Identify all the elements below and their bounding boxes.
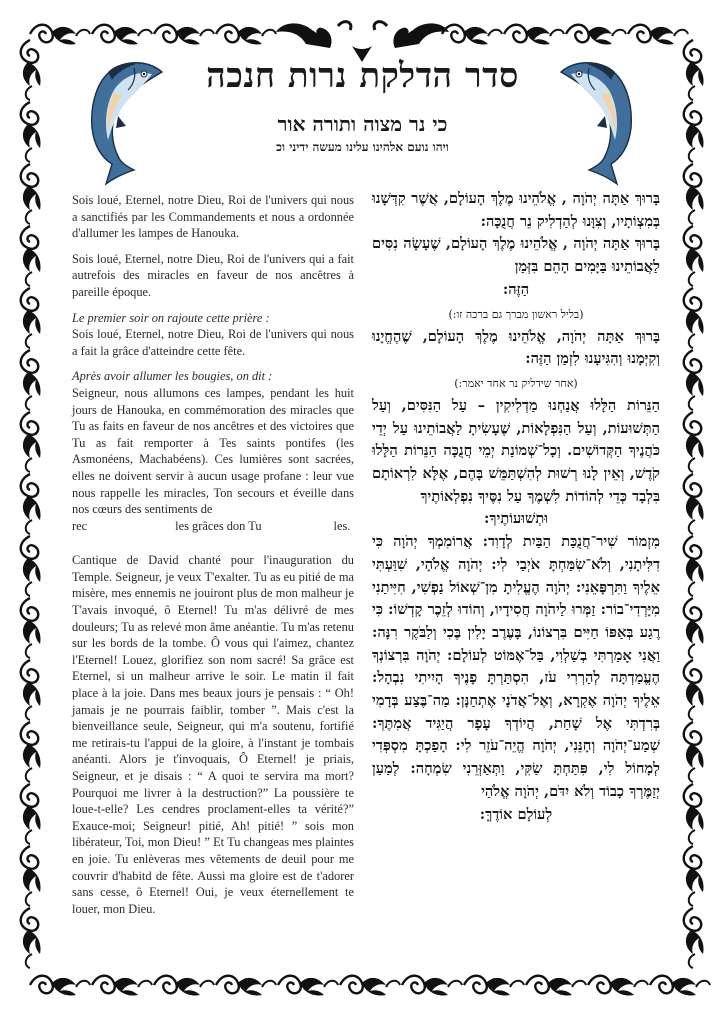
hebrew-blessing-3: בָּרוּךְ אַתָּה יְהֹוָה, אֱלֹהֵינוּ מֶלֶךְ הָעוֹלָם, שֶׁהֶחֱיָנוּ וְקִיְּמָנוּ וְהִגִּיעָנוּ לִזְמַן הַזֶּה: [372,327,660,368]
border-right [684,40,704,968]
french-blessing-1: Sois loué, Eternel, notre Dieu, Roi de l'univers qui nous a sanctifiés par les Commandements et nous a ordonnée d'allumer les lampes de Hanouka. [72,193,354,241]
hebrew-blessing-2: בָּרוּךְ אַתָּה יְהֹוָה , אֱלֹהֵינוּ מֶלֶךְ הָעוֹלָם, שֶׁעָשָׂה נִסִּים לַאֲבוֹתֵינוּ בַּיָּמִים הָהֵם בִּזְּמַן [372,235,660,276]
french-blessing-3-block [72,310,354,360]
french-blessing-3: Sois loué, Eternel, notre Dieu, Roi de l'univers qui nous a fait la grâce d'atteindre cette fête. [72,327,354,358]
french-instruction-after-lighting: Après avoir allumer les bougies, on dit : [72,369,273,384]
hebrew-blessing-1: בָּרוּךְ אַתָּה יְהֹוָה , אֱלֹהֵינוּ מֶלֶךְ הָעוֹלָם, אֲשֶׁר קִדְּשָׁנוּ בְּמִצְוֹתָיו, וְצִוָּנוּ לְהַדְלִיק נֵר חֲנֻכָּה: [372,190,660,230]
border-bottom [30,976,710,996]
hebrew-instruction-first-night: (בליל ראשון מברך גם ברכה זו:) [448,307,584,321]
hebrew-column [372,188,660,826]
hebrew-instruction-after-lighting: (אחר שידליק נר אחד יאמר:) [454,376,578,390]
page-title: סדר הדלקת נרות חנכה [206,56,519,96]
french-instruction-first-night: Le premier soir on rajoute cette prière : [72,310,270,325]
border-top [30,25,688,45]
border-left [21,40,41,968]
french-column [72,192,354,926]
french-blessing-2: Sois loué, Eternel, notre Dieu, Roi de l'univers qui a fait autrefois des miracles en faveur de nos ancêtres à pareille époque. [72,251,354,299]
hebrew-hanerot: הַנֵּרוֹת הַלָּלוּ אֲנַחְנוּ מַדְלִיקִין – עַל הַנִּסִּים, וְעַל הַתְּשׁוּעוֹת, וְעַל הַנִּפְלָאוֹת, שֶׁעָשִׂיתָ לַאֲבוֹתֵינוּ עַל יְדֵי כֹּהֲנֶיךָ הַקְּדוֹשִׁים. וְכָל־שְׁמוֹנַת יְמֵי חֲנֻכָּה הַנֵּרוֹת הַלָּלוּ קֹדֶשׁ, וְאֵין לָנוּ רְשׁוּת לְהִשְׁתַּמֵּשׁ בָּהֶם, אֶלָּא לִרְאוֹתָם בִּלְבָד כְּדֵי לְהוֹדוֹת לִשְׁמֶךָ עַל נִסֶּיךָ נִפְלְאוֹתֶיךָ [372,396,660,505]
page-tagline: ויהו נועם אלהינו עלינו מעשה ידיני וכ [276,140,449,154]
hebrew-psalm-30: מִזְמוֹר שִׁיר־חֲנֻכַּת הַבַּיִת לְדָוִד: אֲרוֹמִמְךָ יְהֹוָה כִּי דִלִּיתָנִי, וְלֹא־שִׂמַּחְתָּ אֹיְבַי לִי: יְהֹוָה אֱלֹהָי, שִׁוַּעְתִּי אֵלֶיךָ וַתִּרְפָּאֵנִי: יְהֹוָה הֶעֱלִיתָ מִן־שְׁאוֹל נַפְשִׁי, חִיִּיתַנִי מִיָּרְדִי־בוֹר: זַמְּרוּ לַיהֹוָה חֲסִידָיו, וְהוֹדוּ לְזֵכֶר קָדְשׁוֹ: כִּי רֶגַע בְּאַפּוֹ חַיִּים בִּרְצוֹנוֹ, בָּעֶרֶב יָלִין בֶּכִי וְלַבֹּקֶר רִנָּה: וַאֲנִי אָמַרְתִּי בְשַׁלְוִי, בַּל־אֶמּוֹט לְעוֹלָם: יְהֹוָה בִּרְצוֹנְךָ הֶעֱמַדְתָּה לְהַרְרִי עֹז, הִסְתַּרְתָּ פָנֶיךָ הָיִיתִי נִבְהָל: אֵלֶיךָ יְהֹוָה אֶקְרָא, וְאֶל־אֲדֹנָי אֶתְחַנָּן: מַה־בֶּצַע בְּדָמִי בְּרִדְתִּי אֶל שָׁחַת, הֲיוֹדְךָ עָפָר הֲיַגִּיד אֲמִתֶּךָ: שְׁמַע־יְהֹוָה וְחָנֵּנִי, יְהֹוָה הֱיֵה־עֹזֵר לִי: הָפַכְתָּ מִסְפְּדִי לְמָחוֹל לִי, פִּתַּחְתָּ שַׂקִּי, וַתְּאַזְּרֵנִי שִׂמְחָה: לְמַעַן יְזַמֶּרְךָ כָבוֹד וְלֹא יִדֹּם, יְהֹוָה אֱלֹהַי [372,533,660,800]
page-subtitle: כי נר מצוה ותורה אור [277,112,448,136]
french-hanerot-text: Seigneur, nous allumons ces lampes, pendant les huit jours de Hanouka, en commémoration des miracles que Tu as faits en faveur de nos ancêtres et des victoires que Tu as fait remporter à Tes saints pontifes (les Asmonéens, Machabéens). Ces lumières sont sacrées, elles ne doivent servir à aucun usage profane : leur vue nous rappelle les miracles, Ton secours et éveille dans nos cœurs des sentiments de [72,385,354,517]
french-hanerot-block [72,368,354,534]
french-hanerot-end-a: rec [72,518,88,533]
french-hanerot-end-b: les grâces don Tu [175,518,262,533]
hebrew-hanerot-end: וּתְשׁוּעוֹתֶיךָ: [484,510,548,528]
hebrew-psalm-end: לְעוֹלָם אוֹדֶךָּ: [479,805,553,823]
french-hanerot-end-c: les. [333,518,351,533]
french-psalm-30: Cantique de David chanté pour l'inauguration du Temple. Seigneur, je veux T'exalter. Tu as eu pitié de ma misère, mes ennemis ne jouiront plus de mon malheur je T'avais invoqué, ô Eternel! Tu m'as délivré de mes douleurs; Tu as relevé mon âme anéantie. Tu m'as retenu sur les bords de la tombe. Ô vous qui l'aimez, chantez l'Eternel! Louez, glorifiez son nom sacré! Sa grâce est Eternel, si un malheur arrive le soir. Le matin il fait place à la joie. Dans mes beaux jours je pensais : “ Oh! jamais je ne pourrais faiblir, tomber ”. Mais c'est la bienveillance seule, Seigneur, qui m'a soutenu, fortifié me retirais-tu l'appui de la gloire, à l'instant je tombais anéanti. Alors je t'invoquais, Ô Eternel! je priais, Seigneur, et je disais : “ A quoi te servira ma mort? Pourquoi me livrer à la destruction?” La poussière te loue-t-elle? Les cendres proclament-elles ta vérité?” Exauce-moi; Seigneur! pitié, Ah! pitié! ” sois mon libérateur, Toi, mon Dieu! ” Et Tu changeas mes plaintes en joie. Tu enlèveras mes vêtements de deuil pour me couvrir d'habitd de fête. Aussi ma gloire est de t'adorer sans cesse, ô Eternel! Oui, je veux éternellement te louer, mon Dieu. [72,553,354,916]
hebrew-blessing-2-end: הַזֶּה: [502,280,530,298]
